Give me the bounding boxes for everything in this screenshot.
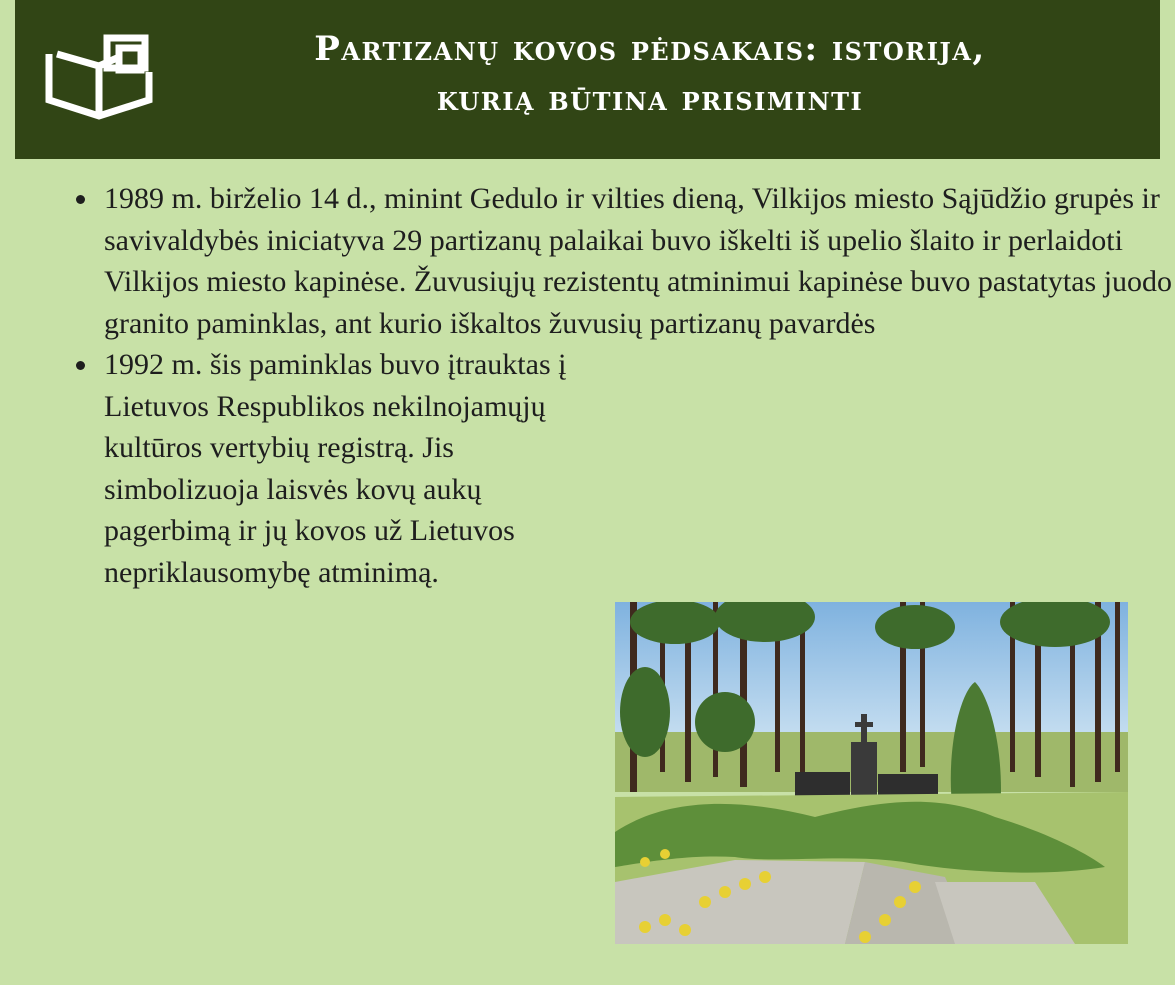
title-line-1: Partizanų kovos pėdsakais: istorija, [314,29,986,69]
page-title [155,24,1145,124]
open-book-icon [45,32,155,124]
bullet-list [68,178,1174,593]
bullet-item-1992: 1992 m. šis paminklas buvo įtrauktas į Lietuvos Respublikos nekilnojamųjų kultūros vertybių registrą. Jis simbolizuoja laisvės kovų aukų pagerbimą ir jų kovos už Lietuvos nepriklausomybę atminimą. [104,344,584,593]
title-line-2: kurią būtina prisiminti [436,79,864,119]
header-banner [15,0,1160,159]
bullet-item-1989: 1989 m. birželio 14 d., minint Gedulo ir vilties dieną, Vilkijos miesto Sąjūdžio grupės ir savivaldybės iniciatyva 29 partizanų palaikai buvo iškelti iš upelio šlaito ir perlaidoti Vilkijos miesto kapinėse. Žuvusiųjų rezistentų atminimui kapinėse buvo pastatytas juodo granito paminklas, ant kurio iškaltos žuvusių partizanų pavardės [104,178,1174,344]
memorial-photo [615,602,1128,944]
